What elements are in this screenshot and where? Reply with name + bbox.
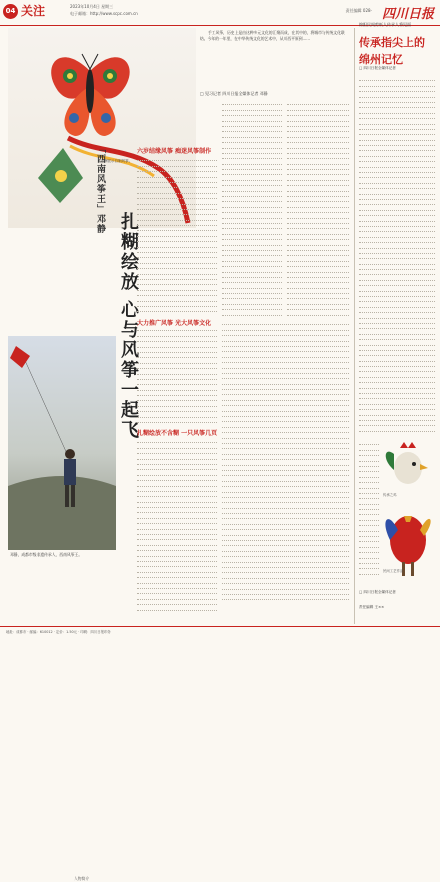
rooster-caption-2: 民间工艺作品 bbox=[383, 569, 404, 573]
sidebar-credit-2: □ 四川日报全媒体记者 bbox=[359, 590, 396, 594]
left-caption: 邓静，成都市级非遗传承人，西南风筝王。 bbox=[10, 552, 83, 557]
page-number: 04 bbox=[3, 4, 18, 19]
subhead-2: 大力推广风筝 光大风筝文化 bbox=[137, 320, 212, 327]
contact-url: 电子邮箱：http://www.scpc.com.cn bbox=[70, 11, 138, 16]
person-flying-kite bbox=[8, 336, 116, 550]
editor-info: 责任编辑 028- bbox=[345, 8, 372, 13]
sidebar-title-line1: 传承指尖上的 bbox=[359, 36, 425, 49]
issue-date: 2023年10月4日 星期三 bbox=[70, 4, 114, 9]
sidebar-editor: 责任编辑 王×× bbox=[359, 605, 385, 609]
intro-credit: □ 见习记者 四川日报全媒体记者 邓静 bbox=[200, 91, 268, 96]
subhead-1: 六岁结缘风筝 痴迷风筝制作 bbox=[137, 148, 212, 155]
page-footer: 地址：成都市 · 邮编：610012 · 定价：1.50元 · 印刷：四川日报印务 bbox=[0, 626, 440, 635]
subtitle-vertical: 「西南风筝王」邓静 bbox=[95, 144, 105, 234]
headline-vertical: 扎糊绘放 心与风筝一起飞 bbox=[118, 212, 139, 441]
body-text-block bbox=[287, 100, 349, 316]
sidebar-credit: □ 四川日报全媒体记者 bbox=[359, 66, 396, 70]
rooster-craft-image bbox=[380, 440, 436, 582]
kite-caption: 邓静展示自制风筝。 bbox=[100, 159, 133, 163]
sidebar-text-block bbox=[359, 440, 379, 575]
sidebar-kicker: 绵阳民间剪纸人传承人将见面 bbox=[359, 22, 411, 27]
body-text-block bbox=[137, 438, 217, 611]
body-text-block bbox=[137, 326, 217, 423]
section-title: 关注 bbox=[21, 4, 46, 18]
body-text-block bbox=[222, 100, 282, 316]
column-divider bbox=[354, 28, 355, 624]
sidebar-title-line2: 绵州记忆 bbox=[359, 53, 403, 66]
portrait-caption: 人物简介 bbox=[74, 876, 90, 881]
rooster-caption-1: 传承之鸡 bbox=[383, 493, 397, 497]
body-text-block bbox=[222, 320, 349, 600]
subhead-3: 扎糊绘放不含糊 一只风筝几页 bbox=[137, 430, 218, 437]
article-intro: 手工风筝，历史上是由这种多元文化的汇聚而成，在其中的，将城市与传统文化联结。今年的一年里，在中华传统文化的艺术中，从川西平原到…… bbox=[200, 30, 345, 41]
masthead-logo: 四川日报 bbox=[381, 7, 434, 22]
body-text-block bbox=[137, 156, 217, 312]
sidebar-text-block bbox=[359, 76, 435, 432]
